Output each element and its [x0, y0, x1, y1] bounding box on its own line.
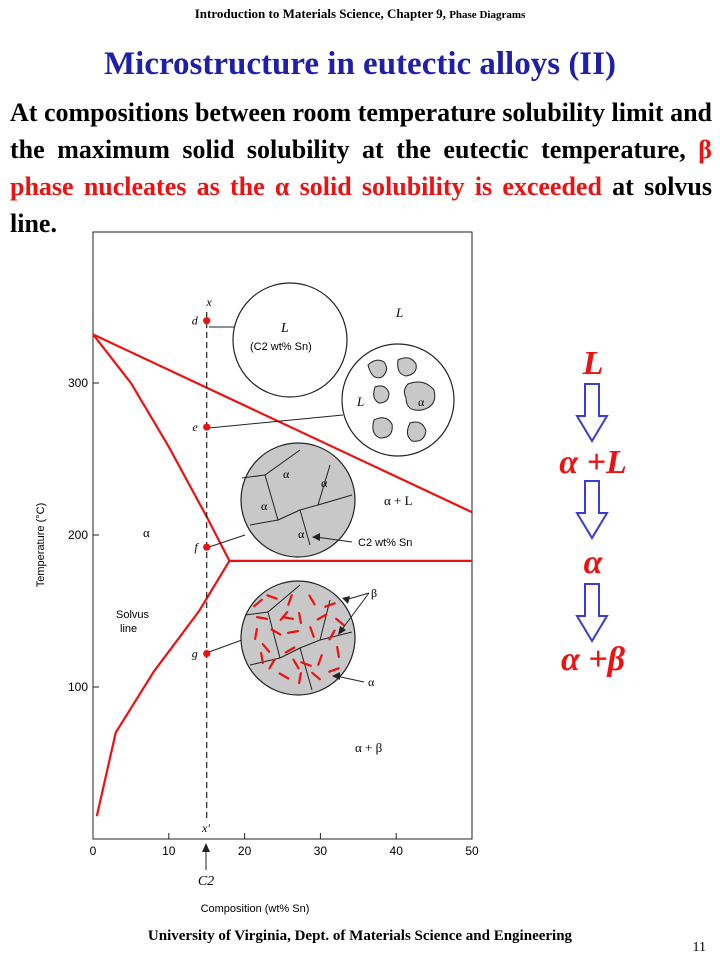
x-axis-label: Composition (wt% Sn)	[200, 903, 310, 915]
down-arrow-icon	[577, 584, 607, 641]
footer: University of Virginia, Dept. of Materials Science and Engineering	[147, 928, 573, 944]
y-tick-label: 100	[67, 680, 88, 694]
page-number: 11	[692, 940, 706, 955]
region-label-alpha-plus-beta: α + β	[355, 740, 383, 755]
x-tick-label: 40	[389, 844, 403, 858]
sequence-step-alpha: α	[583, 544, 603, 581]
point-label-f: f	[194, 540, 198, 555]
x-tick-label: 0	[89, 844, 97, 858]
intro-part-3: at solvus line.	[10, 172, 712, 238]
y-tick-label: 200	[67, 528, 88, 542]
micro-g-alpha-label: α	[368, 675, 375, 689]
region-label-liquid: L	[396, 305, 404, 320]
page-title: Microstructure in eutectic alloys (II)	[104, 46, 616, 82]
x-tick-label: 50	[465, 844, 479, 858]
micro-f-alpha-label: α	[261, 499, 268, 513]
micro-d-liquid-label: L	[281, 321, 289, 336]
micro-d-composition: (C2 wt% Sn)	[250, 341, 312, 353]
header-small: Phase Diagrams	[449, 9, 526, 21]
point-label-d: d	[191, 313, 198, 328]
point-label-g: g	[191, 646, 198, 661]
down-arrow-icon	[577, 384, 607, 441]
intro-part-1: At compositions between room temperature solubility limit and the maximum solid solubility at the eutectic temperature,	[10, 98, 712, 164]
alloy-label-x: x	[206, 295, 212, 309]
intro-red-2: α solid solubility is exceeded	[274, 172, 602, 201]
micro-f-composition: C2 wt% Sn	[358, 537, 413, 549]
intro-red-1: β phase nucleates as the	[10, 135, 712, 201]
sequence-step-alpha-plus-beta: α +β	[560, 641, 626, 678]
micro-f-alpha-label: α	[298, 527, 305, 541]
x-tick-label: 10	[162, 844, 176, 858]
x-tick-label: 30	[313, 844, 328, 858]
down-arrow-icon	[577, 481, 607, 538]
sequence-step-alpha-plus-liquid: α +L	[559, 444, 627, 481]
micro-f-alpha-label: α	[283, 467, 290, 481]
region-label-alpha: α	[143, 525, 150, 540]
solvus-label-line-1: Solvus	[116, 609, 150, 621]
composition-label: C2	[197, 874, 215, 889]
point-label-e: e	[192, 420, 198, 435]
region-label-alpha-plus-liquid: α + L	[384, 493, 413, 508]
x-tick-label: 20	[237, 844, 252, 858]
micro-g-beta-label: β	[371, 586, 378, 600]
solvus-label-line-2: line	[120, 623, 138, 635]
y-tick-label: 300	[67, 376, 88, 390]
micro-f-alpha-label: α	[321, 476, 328, 490]
header-main: Introduction to Materials Science, Chapter 9,	[194, 6, 450, 21]
y-axis-label: Temperature (°C)	[35, 502, 47, 588]
micro-e-alpha-label: α	[418, 395, 425, 409]
alloy-label-x-prime: x′	[202, 821, 210, 835]
sequence-step-liquid: L	[582, 345, 604, 382]
micro-e-liquid-label: L	[357, 394, 365, 409]
